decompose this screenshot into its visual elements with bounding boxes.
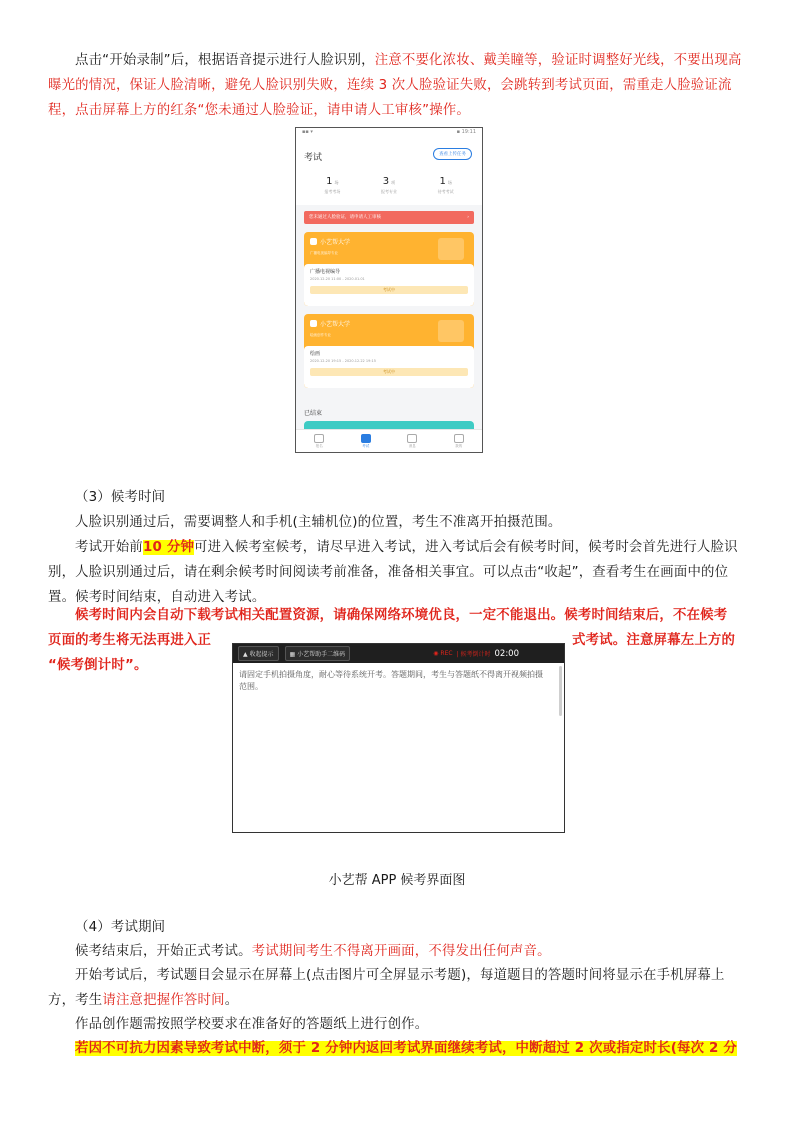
- profile-icon: [454, 434, 464, 443]
- section-4-para-3: 作品创作题需按照学校要求在准备好的答题纸上进行创作。: [75, 1017, 429, 1032]
- exam-page-title: 考试: [304, 153, 323, 163]
- app-exam-screenshot: [295, 127, 483, 453]
- ended-section-label: 已结束: [304, 410, 323, 417]
- nav-item-profile[interactable]: 我的: [454, 434, 464, 449]
- status-right: ▪ 19:11: [456, 129, 476, 135]
- section-3-para-2: 考试开始前10 分钟可进入候考室候考，请尽早进入考试，进入考试后会有候考时间，候考时会首先进行人脸识别，人脸识别通过后，请在剩余候考时间阅读考前准备，准备相关事宜。可以点击“收起”，查看考生在画面中的位置。候考时间结束，自动进入考试。: [48, 540, 738, 605]
- exam-card[interactable]: [304, 232, 474, 306]
- exam-name: 广播电视编导: [310, 269, 341, 275]
- card-subtitle: 广播电视编导专业: [310, 251, 338, 255]
- home-icon: [314, 434, 324, 443]
- section-3-heading: （3）候考时间: [75, 490, 166, 505]
- countdown-area: [433, 649, 519, 659]
- exam-card[interactable]: [304, 314, 474, 388]
- rec-indicator: ◉ REC: [433, 650, 453, 657]
- upload-tasks-button[interactable]: 查看上传任务: [433, 148, 472, 160]
- stat-majors: 3 项 报考专业: [380, 176, 397, 194]
- section-4-para-4: [48, 1036, 748, 1061]
- exam-time: 2020.12.20 19:15 - 2020.12.22 19:15: [310, 359, 376, 363]
- nav-item-signup[interactable]: 报名: [314, 434, 324, 449]
- intro-paragraph: [48, 48, 748, 123]
- section-4-heading: （4）考试期间: [75, 920, 166, 935]
- face-verify-failed-banner[interactable]: [304, 211, 474, 224]
- figure-caption: 小艺帮 APP 候考界面图: [328, 873, 466, 888]
- time-warning: 请注意把握作答时间: [102, 993, 225, 1008]
- card-body: [304, 264, 474, 306]
- exam-header: [296, 138, 482, 205]
- scrollbar[interactable]: [559, 666, 562, 716]
- phone-status-bar: [296, 128, 482, 138]
- waiting-warning-line-1: 候考时间内会自动下载考试相关配置资源，请确保网络环境优良，一定不能退出。候考时间结束后，不在候考: [75, 608, 728, 623]
- waiting-instructions: 请固定手机拍摄角度，耐心等待系统开考。答题期间，考生与答题纸不得离开视频拍摄范围。: [239, 670, 543, 691]
- countdown-label: | 候考倒计时: [456, 651, 491, 658]
- nav-item-messages[interactable]: 消息: [407, 434, 417, 449]
- nav-item-exam[interactable]: 考试: [361, 434, 371, 449]
- highlight-10-minutes: 10 分钟: [142, 540, 195, 555]
- waiting-warning-line-2b: 式考试。注意屏幕左上方的: [572, 633, 736, 648]
- message-icon: [407, 434, 417, 443]
- no-leave-warning: 考试期间考生不得离开画面，不得发出任何声音。: [251, 944, 551, 959]
- card-subtitle: 绘画创作专业: [310, 333, 331, 337]
- exam-stats: [304, 169, 474, 195]
- section-4-para-1: 候考结束后，开始正式考试。考试期间考生不得离开画面，不得发出任何声音。: [75, 944, 551, 959]
- alert-text: 您未通过人脸验证，请申请人工审核: [309, 215, 381, 220]
- waiting-room-screenshot: [232, 643, 565, 833]
- stat-pending: 1 场 待考考试: [437, 176, 454, 194]
- assistant-qr-button[interactable]: ▦ 小艺帮助手二维码: [285, 646, 351, 661]
- section-3-para-1: 人脸识别通过后，需要调整人和手机(主辅机位)的位置，考生不准离开拍摄范围。: [75, 515, 562, 530]
- interruption-warning: 若因不可抗力因素导致考试中断，须于 2 分钟内返回考试界面继续考试，中断超过 2 次或指定时长(每次 2 分: [75, 1041, 738, 1056]
- exam-status-button[interactable]: 考试中: [310, 368, 468, 376]
- countdown-timer: 02:00: [494, 648, 519, 659]
- stat-venues: 1 场 报考考场: [324, 176, 341, 194]
- exam-status-button[interactable]: 考试中: [310, 286, 468, 294]
- school-logo-icon: [310, 238, 317, 245]
- bottom-nav: [296, 429, 482, 452]
- intro-text: 点击“开始录制”后，根据语音提示进行人脸识别，: [75, 53, 375, 68]
- school-name: 小艺帮大学: [320, 321, 351, 328]
- waiting-warning-line-2a: 页面的考生将无法再进入正: [48, 633, 212, 648]
- card-decoration-icon: [438, 238, 464, 260]
- chevron-right-icon: ›: [467, 215, 469, 220]
- card-decoration-icon: [438, 320, 464, 342]
- exam-time: 2020.12.20 11:00 - 2020.01.01: [310, 277, 365, 281]
- waiting-warning-line-3: “候考倒计时”。: [48, 658, 148, 673]
- exam-icon: [361, 434, 371, 443]
- collapse-tips-button[interactable]: ▲ 收起提示: [238, 646, 279, 661]
- card-body: [304, 346, 474, 388]
- waiting-toolbar: [233, 644, 564, 663]
- intro-warning-text: 注意不要化浓妆、戴美瞳等，验证时调整好光线，不要出现高曝光的情况，保证人脸清晰，避免人脸识别失败，连续 3 次人脸验证失败，会跳转到考试页面，需重走人脸验证流程，点击屏幕上方的红条“您未通过人脸验证，请申请人工审核”操作。: [48, 53, 742, 118]
- exam-name: 绘画: [310, 351, 321, 357]
- school-name: 小艺帮大学: [320, 239, 351, 246]
- section-4-para-2: 开始考试后，考试题目会显示在屏幕上(点击图片可全屏显示考题)，每道题目的答题时间将显示在手机屏幕上方，考生请注意把握作答时间。: [48, 968, 725, 1008]
- school-logo-icon: [310, 320, 317, 327]
- status-left: ▪▪ ▾: [302, 129, 313, 135]
